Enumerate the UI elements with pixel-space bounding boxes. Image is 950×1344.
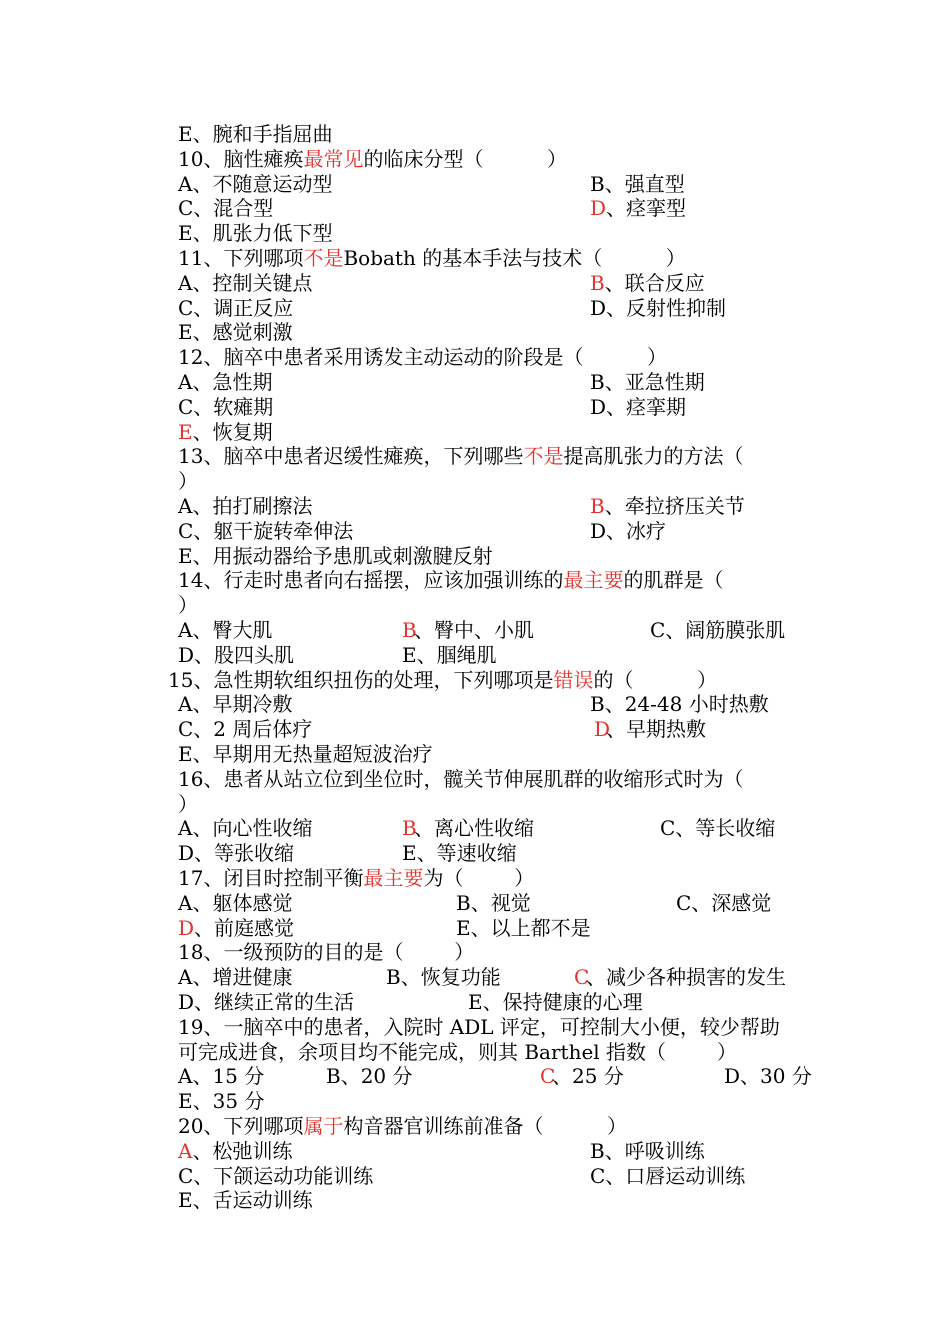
exam-line — [0, 147, 950, 172]
exam-line — [0, 643, 950, 668]
exam-line — [0, 320, 950, 345]
exam-line — [0, 593, 950, 618]
exam-line — [0, 172, 950, 197]
line-text: C、深感觉 — [676, 890, 772, 915]
highlighted-text: D — [594, 717, 611, 742]
line-text: B、视觉 — [456, 890, 531, 915]
exam-line — [0, 990, 950, 1015]
exam-line — [0, 618, 950, 643]
line-text: A、15 分 — [178, 1064, 265, 1089]
line-text: 、恢复期 — [192, 419, 273, 444]
highlighted-text: 错误 — [553, 667, 594, 692]
line-text: A、急性期 — [178, 370, 273, 394]
exam-line — [0, 965, 950, 990]
highlighted-text: B — [590, 494, 605, 518]
exam-line — [0, 1139, 950, 1164]
line-text: 、牵拉挤压关节 — [604, 494, 745, 518]
highlighted-text: 最主要 — [363, 866, 424, 890]
line-text: 13、脑卒中患者迟缓性瘫痪，下列哪些 — [178, 444, 524, 469]
exam-line — [0, 891, 950, 916]
exam-line — [0, 196, 950, 221]
line-text: E、以上都不是 — [456, 915, 591, 940]
line-text: 20、下列哪项 — [178, 1114, 304, 1138]
exam-line — [0, 916, 950, 941]
exam-line — [0, 345, 950, 370]
exam-line — [0, 742, 950, 767]
line-text: E、早期用无热量超短波治疗 — [178, 742, 433, 766]
line-text: 12、脑卒中患者采用诱发主动运动的阶段是（ ） — [178, 345, 668, 370]
line-text: B、亚急性期 — [590, 370, 705, 394]
exam-line — [0, 668, 950, 693]
line-text: A、早期冷敷 — [178, 692, 293, 717]
line-text: D、股四头肌 — [178, 642, 295, 667]
line-text: A、躯体感觉 — [178, 890, 293, 915]
line-text: 、联合反应 — [604, 270, 705, 295]
exam-line — [0, 1164, 950, 1189]
exam-line — [0, 395, 950, 420]
exam-line — [0, 1064, 950, 1089]
line-text: 提高肌张力的方法（ — [563, 444, 744, 469]
line-text: B、恢复功能 — [386, 965, 501, 990]
line-text: C、下颌运动功能训练 — [178, 1163, 374, 1188]
highlighted-text: 属于 — [303, 1114, 344, 1138]
line-text: 15、急性期软组织扭伤的处理，下列哪项是 — [168, 667, 554, 692]
exam-line — [0, 271, 950, 296]
exam-line — [0, 469, 950, 494]
exam-line — [0, 544, 950, 569]
highlighted-text: C — [574, 965, 590, 990]
line-text: C、混合型 — [178, 196, 274, 221]
line-text: 18、一级预防的目的是（ ） — [178, 940, 475, 965]
line-text: E、感觉刺激 — [178, 320, 293, 345]
line-text: D、冰疗 — [590, 518, 667, 543]
highlighted-text: 最常见 — [303, 146, 364, 171]
line-text: C、阔筋膜张肌 — [650, 618, 786, 642]
line-text: 、痉挛型 — [606, 196, 687, 221]
highlighted-text: B — [402, 618, 417, 642]
line-text: C、等长收缩 — [660, 816, 776, 841]
line-text: ） — [178, 791, 198, 816]
line-text: 17、闭目时控制平衡 — [178, 866, 364, 890]
highlighted-text: A — [178, 1138, 193, 1163]
line-text: A、向心性收缩 — [178, 816, 313, 841]
exam-line — [0, 1188, 950, 1213]
exam-line — [0, 246, 950, 271]
line-text: 构音器官训练前准备（ ） — [343, 1114, 628, 1138]
highlighted-text: 最主要 — [563, 568, 624, 593]
line-text: A、增进健康 — [178, 965, 293, 990]
exam-line — [0, 296, 950, 321]
line-text: E、35 分 — [178, 1089, 265, 1114]
line-text: ） — [178, 593, 198, 618]
line-text: D、等张收缩 — [178, 841, 295, 866]
highlighted-text: B — [590, 270, 605, 295]
line-text: C、2 周后体疗 — [178, 717, 313, 742]
line-text: B、20 分 — [326, 1064, 413, 1089]
exam-line — [0, 420, 950, 445]
line-text: C、口唇运动训练 — [590, 1163, 746, 1188]
line-text: ） — [178, 469, 198, 494]
line-text: 的肌群是（ — [623, 568, 724, 593]
line-text: 的临床分型（ ） — [363, 146, 568, 171]
line-text: B、呼吸训练 — [590, 1138, 705, 1163]
line-text: A、不随意运动型 — [178, 171, 333, 196]
line-text: D、继续正常的生活 — [178, 990, 355, 1014]
exam-line — [0, 767, 950, 792]
exam-line — [0, 717, 950, 742]
line-text: 、松弛训练 — [192, 1138, 293, 1163]
exam-line — [0, 519, 950, 544]
line-text: C、软瘫期 — [178, 394, 274, 419]
line-text: E、保持健康的心理 — [468, 990, 643, 1014]
highlighted-text: 不是 — [303, 246, 344, 270]
line-text: 、臀中、小肌 — [414, 618, 534, 642]
line-text: E、舌运动训练 — [178, 1188, 313, 1213]
line-text: E、肌张力低下型 — [178, 221, 333, 246]
line-text: C、调正反应 — [178, 295, 294, 320]
highlighted-text: B — [402, 816, 417, 841]
line-text: 11、下列哪项 — [178, 246, 304, 270]
line-text: Bobath 的基本手法与技术（ ） — [343, 246, 686, 270]
line-text: B、24-48 小时热敷 — [590, 692, 769, 717]
exam-line — [0, 1114, 950, 1139]
exam-line — [0, 444, 950, 469]
exam-line — [0, 816, 950, 841]
exam-line — [0, 370, 950, 395]
line-text: C、躯干旋转牵伸法 — [178, 518, 354, 543]
line-text: E、腕和手指屈曲 — [178, 122, 333, 146]
exam-line — [0, 940, 950, 965]
line-text: 的（ ） — [593, 667, 718, 692]
line-text: A、控制关键点 — [178, 270, 313, 295]
line-text: 、25 分 — [552, 1064, 624, 1089]
line-text: 、早期热敷 — [606, 717, 706, 742]
exam-line — [0, 692, 950, 717]
exam-line — [0, 122, 950, 147]
line-text: E、腘绳肌 — [402, 642, 497, 667]
exam-line — [0, 568, 950, 593]
exam-line — [0, 494, 950, 519]
highlighted-text: 不是 — [523, 444, 564, 469]
line-text: 、前庭感觉 — [194, 915, 295, 940]
exam-line — [0, 221, 950, 246]
exam-line — [0, 1015, 950, 1040]
exam-line — [0, 841, 950, 866]
line-text: 14、行走时患者向右摇摆，应该加强训练的 — [178, 568, 564, 593]
line-text: D、反射性抑制 — [590, 295, 727, 320]
line-text: B、强直型 — [590, 171, 685, 196]
line-text: 为（ ） — [423, 866, 535, 890]
line-text: 、离心性收缩 — [414, 816, 534, 841]
line-text: D、30 分 — [724, 1064, 812, 1089]
exam-line — [0, 1089, 950, 1114]
highlighted-text: D — [178, 915, 195, 940]
line-text: 可完成进食，余项目均不能完成，则其 Barthel 指数（ ） — [178, 1039, 737, 1064]
exam-line — [0, 866, 950, 891]
line-text: E、等速收缩 — [402, 841, 517, 866]
line-text: 16、患者从站立位到坐位时，髋关节伸展肌群的收缩形式时为（ — [178, 766, 744, 791]
highlighted-text: D — [590, 196, 607, 221]
exam-line — [0, 1040, 950, 1065]
line-text: A、拍打刷擦法 — [178, 494, 313, 518]
line-text: A、臀大肌 — [178, 618, 273, 642]
highlighted-text: E — [178, 419, 193, 444]
line-text: D、痉挛期 — [590, 394, 687, 419]
exam-line — [0, 792, 950, 817]
line-text: 、减少各种损害的发生 — [586, 965, 786, 990]
line-text: 10、脑性瘫痪 — [178, 146, 304, 171]
line-text: E、用振动器给予患肌或刺激腱反射 — [178, 543, 493, 568]
highlighted-text: C — [540, 1064, 556, 1089]
line-text: 19、一脑卒中的患者，入院时 ADL 评定，可控制大小便，较少帮助 — [178, 1014, 780, 1039]
